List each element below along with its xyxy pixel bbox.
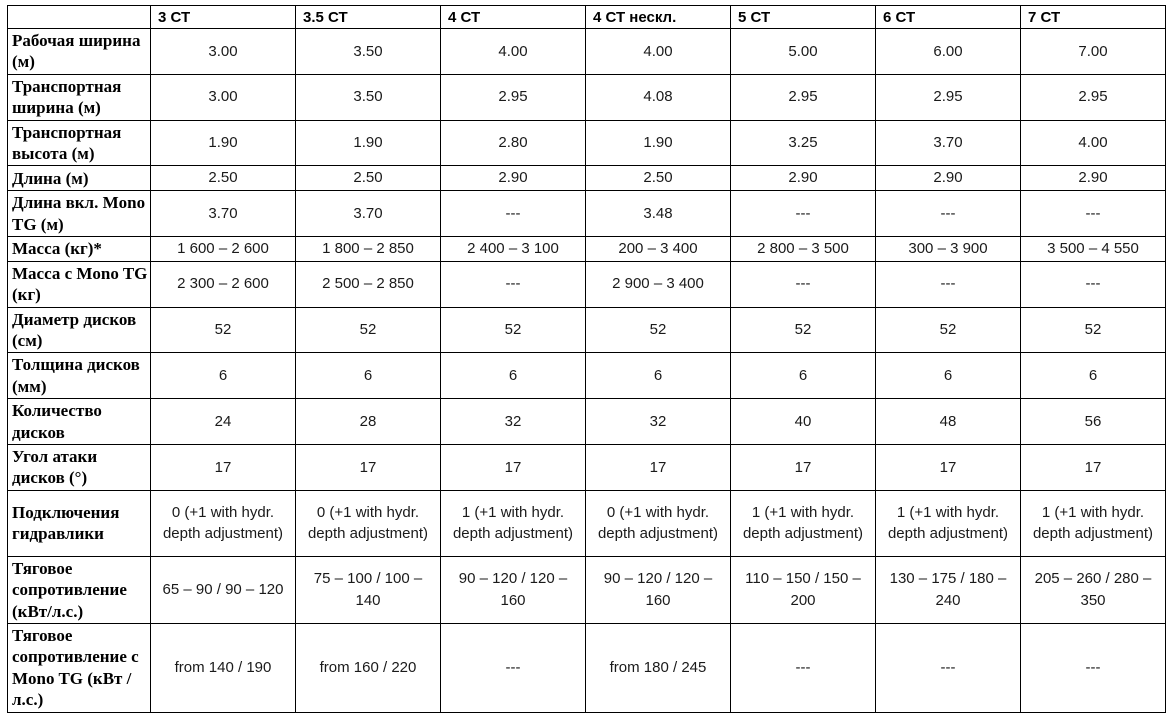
cell: 2.50 bbox=[296, 166, 441, 191]
cell: 52 bbox=[731, 307, 876, 353]
cell: 3 500 – 4 550 bbox=[1021, 237, 1166, 262]
cell: 3.25 bbox=[731, 120, 876, 166]
cell: 32 bbox=[586, 399, 731, 445]
cell: --- bbox=[1021, 624, 1166, 713]
cell: 32 bbox=[441, 399, 586, 445]
cell: 52 bbox=[151, 307, 296, 353]
cell: 3.50 bbox=[296, 29, 441, 75]
cell: 52 bbox=[441, 307, 586, 353]
cell: 2.95 bbox=[441, 74, 586, 120]
row-label: Длина (м) bbox=[8, 166, 151, 191]
row-label: Масса (кг)* bbox=[8, 237, 151, 262]
row-label: Подключения гидравлики bbox=[8, 490, 151, 556]
col-header-4ct-neskl: 4 СТ нескл. bbox=[586, 6, 731, 29]
table-row bbox=[8, 624, 1166, 713]
corner-cell bbox=[8, 6, 151, 29]
cell: --- bbox=[876, 624, 1021, 713]
cell: 3.70 bbox=[296, 191, 441, 237]
table-row bbox=[8, 237, 1166, 262]
cell: 1.90 bbox=[151, 120, 296, 166]
row-label: Угол атаки дисков (°) bbox=[8, 445, 151, 491]
cell: 3.70 bbox=[151, 191, 296, 237]
cell: 17 bbox=[151, 445, 296, 491]
cell: 6 bbox=[586, 353, 731, 399]
cell: 17 bbox=[441, 445, 586, 491]
cell: 52 bbox=[876, 307, 1021, 353]
cell: 110 – 150 / 150 – 200 bbox=[731, 556, 876, 623]
table-row bbox=[8, 261, 1166, 307]
cell: --- bbox=[876, 261, 1021, 307]
cell: --- bbox=[1021, 261, 1166, 307]
col-header-7ct: 7 СТ bbox=[1021, 6, 1166, 29]
cell: 0 (+1 with hydr. depth adjustment) bbox=[151, 490, 296, 556]
cell: 1 (+1 with hydr. depth adjustment) bbox=[876, 490, 1021, 556]
cell: 1 (+1 with hydr. depth adjustment) bbox=[1021, 490, 1166, 556]
cell: 2.95 bbox=[731, 74, 876, 120]
cell: --- bbox=[731, 624, 876, 713]
cell: 17 bbox=[731, 445, 876, 491]
cell: from 140 / 190 bbox=[151, 624, 296, 713]
cell: 6 bbox=[296, 353, 441, 399]
row-label: Тяговое сопротивление с Mono TG (кВт / л.с.) bbox=[8, 624, 151, 713]
cell: 17 bbox=[876, 445, 1021, 491]
spec-table bbox=[7, 5, 1166, 713]
cell: 3.50 bbox=[296, 74, 441, 120]
row-label: Тяговое сопротивление (кВт/л.с.) bbox=[8, 556, 151, 623]
table-row bbox=[8, 120, 1166, 166]
row-label: Транспортная ширина (м) bbox=[8, 74, 151, 120]
cell: 130 – 175 / 180 – 240 bbox=[876, 556, 1021, 623]
table-row bbox=[8, 445, 1166, 491]
spec-table-container bbox=[7, 5, 1166, 713]
col-header-3-5ct: 3.5 СТ bbox=[296, 6, 441, 29]
cell: 1 (+1 with hydr. depth adjustment) bbox=[731, 490, 876, 556]
table-row bbox=[8, 307, 1166, 353]
cell: 6.00 bbox=[876, 29, 1021, 75]
cell: 24 bbox=[151, 399, 296, 445]
cell: 2.90 bbox=[731, 166, 876, 191]
col-header-3ct: 3 СТ bbox=[151, 6, 296, 29]
cell: from 180 / 245 bbox=[586, 624, 731, 713]
cell: 48 bbox=[876, 399, 1021, 445]
table-row bbox=[8, 353, 1166, 399]
table-row bbox=[8, 74, 1166, 120]
cell: 7.00 bbox=[1021, 29, 1166, 75]
cell: 90 – 120 / 120 – 160 bbox=[586, 556, 731, 623]
table-row bbox=[8, 556, 1166, 623]
cell: 2 800 – 3 500 bbox=[731, 237, 876, 262]
cell: --- bbox=[441, 261, 586, 307]
row-label: Диаметр дисков (см) bbox=[8, 307, 151, 353]
cell: 1 600 – 2 600 bbox=[151, 237, 296, 262]
table-row bbox=[8, 490, 1166, 556]
row-label: Транспортная высота (м) bbox=[8, 120, 151, 166]
cell: 40 bbox=[731, 399, 876, 445]
cell: 1 800 – 2 850 bbox=[296, 237, 441, 262]
cell: --- bbox=[731, 191, 876, 237]
cell: 3.70 bbox=[876, 120, 1021, 166]
cell: 2 500 – 2 850 bbox=[296, 261, 441, 307]
cell: 0 (+1 with hydr. depth adjustment) bbox=[296, 490, 441, 556]
cell: 4.08 bbox=[586, 74, 731, 120]
cell: 2.50 bbox=[586, 166, 731, 191]
cell: --- bbox=[876, 191, 1021, 237]
cell: 6 bbox=[441, 353, 586, 399]
cell: 2 400 – 3 100 bbox=[441, 237, 586, 262]
cell: 1.90 bbox=[296, 120, 441, 166]
cell: 200 – 3 400 bbox=[586, 237, 731, 262]
cell: 6 bbox=[876, 353, 1021, 399]
cell: 4.00 bbox=[441, 29, 586, 75]
cell: 56 bbox=[1021, 399, 1166, 445]
row-label: Толщина дисков (мм) bbox=[8, 353, 151, 399]
cell: 6 bbox=[1021, 353, 1166, 399]
row-label: Количество дисков bbox=[8, 399, 151, 445]
cell: 65 – 90 / 90 – 120 bbox=[151, 556, 296, 623]
table-row bbox=[8, 166, 1166, 191]
cell: 2.95 bbox=[1021, 74, 1166, 120]
cell: 1.90 bbox=[586, 120, 731, 166]
cell: 4.00 bbox=[1021, 120, 1166, 166]
cell: 5.00 bbox=[731, 29, 876, 75]
table-row bbox=[8, 29, 1166, 75]
cell: 0 (+1 with hydr. depth adjustment) bbox=[586, 490, 731, 556]
cell: 3.00 bbox=[151, 29, 296, 75]
cell: 75 – 100 / 100 – 140 bbox=[296, 556, 441, 623]
table-row bbox=[8, 399, 1166, 445]
cell: 2.90 bbox=[441, 166, 586, 191]
cell: 2.90 bbox=[1021, 166, 1166, 191]
cell: 2 900 – 3 400 bbox=[586, 261, 731, 307]
cell: 52 bbox=[296, 307, 441, 353]
cell: from 160 / 220 bbox=[296, 624, 441, 713]
cell: 17 bbox=[586, 445, 731, 491]
cell: --- bbox=[441, 624, 586, 713]
row-label: Длина вкл. Mono TG (м) bbox=[8, 191, 151, 237]
cell: --- bbox=[1021, 191, 1166, 237]
col-header-5ct: 5 СТ bbox=[731, 6, 876, 29]
cell: --- bbox=[731, 261, 876, 307]
cell: 17 bbox=[1021, 445, 1166, 491]
cell: 28 bbox=[296, 399, 441, 445]
cell: 6 bbox=[151, 353, 296, 399]
cell: 3.48 bbox=[586, 191, 731, 237]
header-row bbox=[8, 6, 1166, 29]
cell: 300 – 3 900 bbox=[876, 237, 1021, 262]
cell: 2.80 bbox=[441, 120, 586, 166]
cell: 3.00 bbox=[151, 74, 296, 120]
row-label: Масса с Mono TG (кг) bbox=[8, 261, 151, 307]
cell: 90 – 120 / 120 – 160 bbox=[441, 556, 586, 623]
cell: 2.50 bbox=[151, 166, 296, 191]
cell: 205 – 260 / 280 – 350 bbox=[1021, 556, 1166, 623]
cell: 4.00 bbox=[586, 29, 731, 75]
cell: 6 bbox=[731, 353, 876, 399]
cell: 2.90 bbox=[876, 166, 1021, 191]
cell: 17 bbox=[296, 445, 441, 491]
cell: --- bbox=[441, 191, 586, 237]
table-row bbox=[8, 191, 1166, 237]
row-label: Рабочая ширина (м) bbox=[8, 29, 151, 75]
cell: 1 (+1 with hydr. depth adjustment) bbox=[441, 490, 586, 556]
col-header-6ct: 6 СТ bbox=[876, 6, 1021, 29]
cell: 52 bbox=[586, 307, 731, 353]
cell: 52 bbox=[1021, 307, 1166, 353]
cell: 2 300 – 2 600 bbox=[151, 261, 296, 307]
cell: 2.95 bbox=[876, 74, 1021, 120]
col-header-4ct: 4 СТ bbox=[441, 6, 586, 29]
